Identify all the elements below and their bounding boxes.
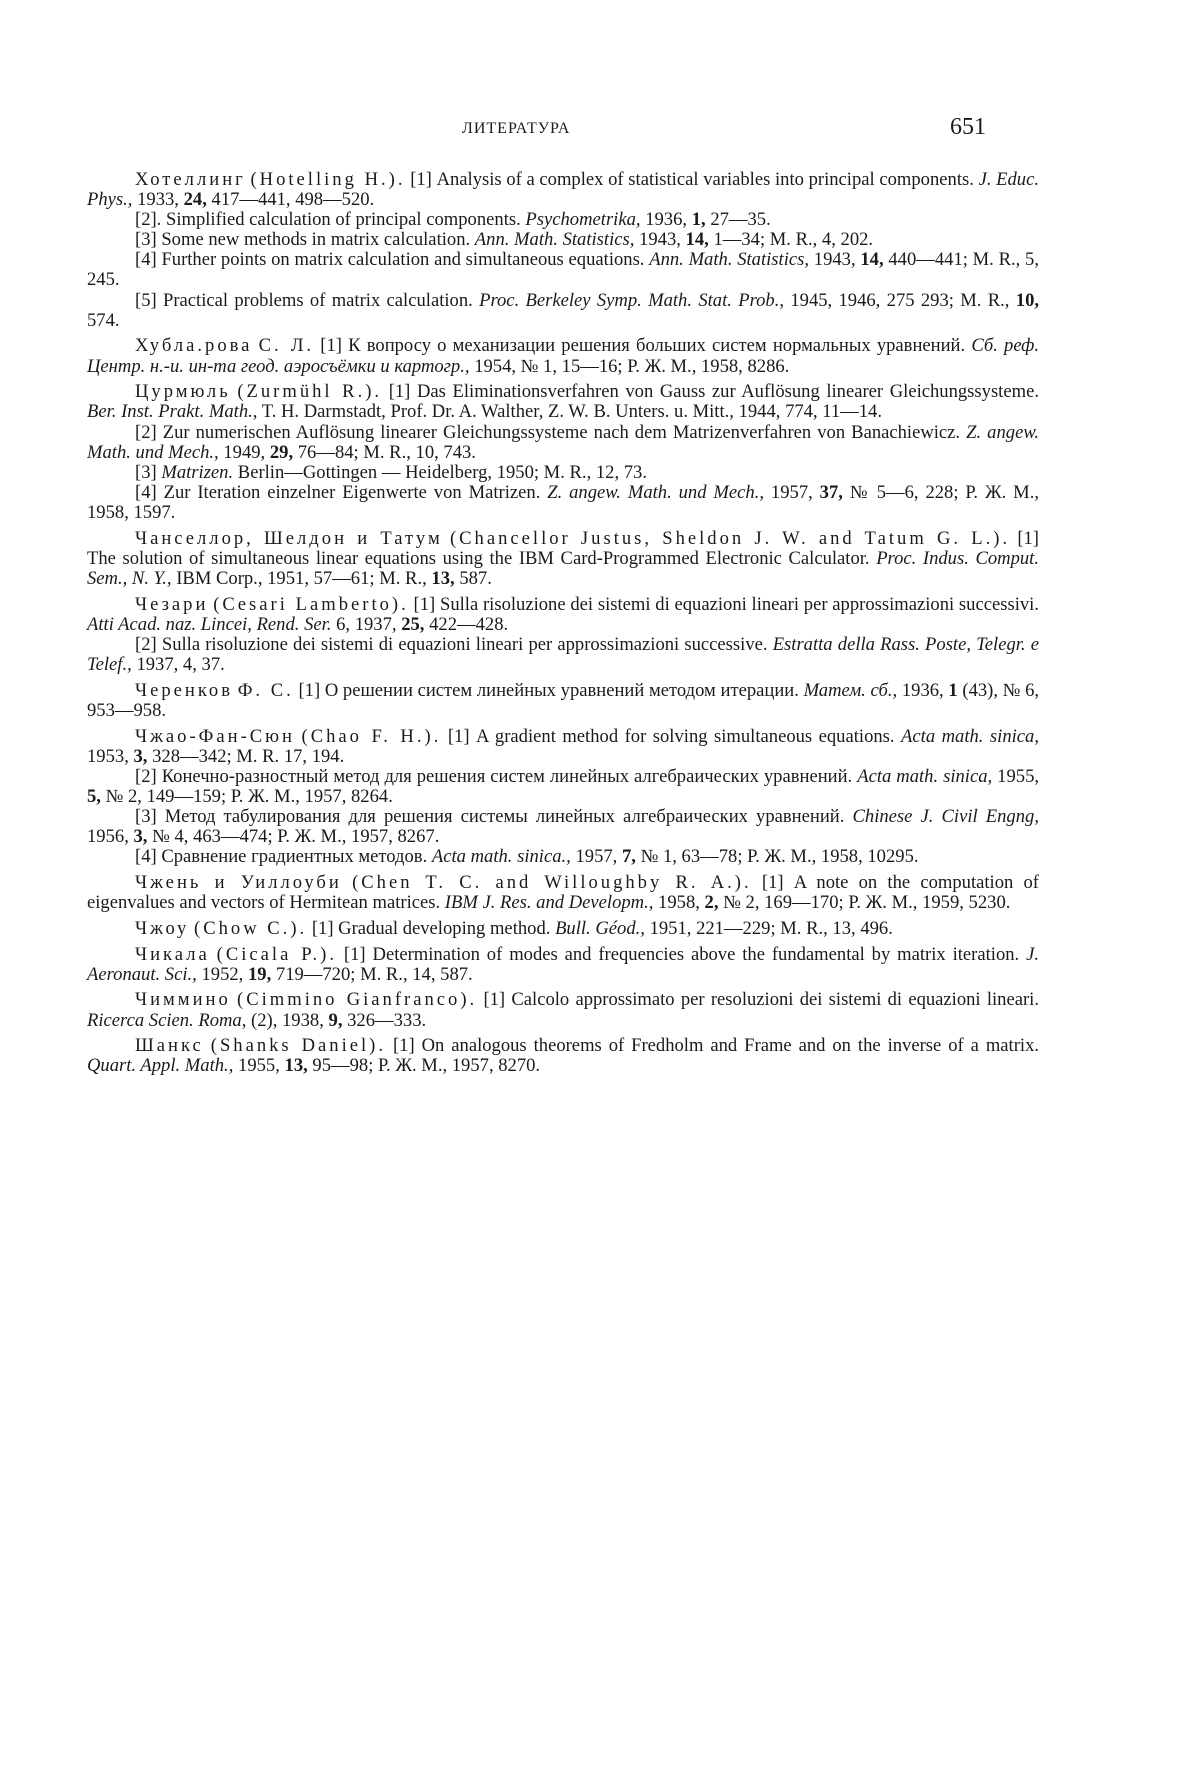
bibliography-entry	[87, 919, 1039, 939]
reference-number: [4]	[135, 846, 157, 868]
author-name: Чжоу	[135, 917, 190, 939]
reference-title: Determination of modes and frequencies above the fundamental by matrix iteration.	[372, 943, 1020, 965]
author-latin: (Cimmino Gianfranco).	[237, 989, 478, 1011]
publication-year: 6, 1937,	[336, 613, 397, 635]
pages-and-review: № 5—6, 228; Р. Ж. М., 1958, 1597.	[87, 481, 1039, 523]
reference-item	[87, 919, 1039, 939]
publication-year: 1936,	[901, 679, 944, 701]
reference-number: [2]	[135, 765, 157, 787]
volume-number: 29,	[269, 441, 294, 463]
reference-item	[87, 945, 1039, 985]
bibliography-entry	[87, 529, 1039, 589]
journal-name: Ricerca Scien. Roma,	[87, 1009, 247, 1031]
pages-and-review: 422—428.	[429, 613, 509, 635]
publication-year: 1956,	[87, 826, 129, 848]
pages-and-review: 95—98; Р. Ж. М., 1957, 8270.	[312, 1055, 541, 1077]
reference-title: Some new methods in matrix calculation.	[161, 229, 471, 251]
bibliography-entry	[87, 170, 1039, 331]
publication-year: (2), 1938,	[251, 1009, 324, 1031]
author-latin: (Cicala P.).	[216, 943, 338, 965]
publication-year: 1957,	[770, 481, 813, 503]
journal-name: Ber. Inst. Prakt. Math.,	[87, 401, 258, 423]
page-number: 651	[950, 114, 986, 140]
author-latin: (Chow C.).	[194, 917, 308, 939]
reference-item	[87, 847, 1039, 867]
publication-year: IBM Corp., 1951, 57—61; M. R.,	[176, 567, 427, 589]
reference-number: [1]	[392, 1035, 415, 1057]
reference-number: [1]	[761, 871, 784, 893]
journal-name: Z. angew. Math. und Mech.,	[547, 481, 765, 503]
publication-year: 1955,	[238, 1055, 280, 1077]
reference-item	[87, 595, 1039, 635]
publication-year: 1957,	[575, 846, 618, 868]
reference-item	[87, 291, 1039, 331]
journal-name: J. Educ. Phys.,	[87, 169, 1039, 211]
reference-number: [1]	[413, 593, 436, 615]
volume-number: 10,	[1015, 289, 1040, 311]
author-latin: (Cesari Lamberto).	[213, 593, 409, 615]
reference-number: [3]	[135, 805, 157, 827]
volume-number: 13,	[431, 567, 455, 589]
journal-name: Acta math. sinica.,	[431, 846, 571, 868]
journal-name: IBM J. Res. and Developm.,	[444, 892, 654, 913]
bibliography-entry	[87, 595, 1039, 675]
reference-title: Sulla risoluzione dei sistemi di equazioni lineari per approssimazioni successive.	[161, 633, 768, 655]
reference-title: К вопросу о механизации решения больших систем нормальных уравнений.	[348, 335, 966, 357]
journal-name: Матем. сб.,	[803, 679, 898, 701]
reference-title: On analogous theorems of Fredholm and Frame and on the inverse of a matrix.	[421, 1035, 1040, 1057]
publication-year: 1943,	[639, 229, 681, 251]
journal-name: Acta math. sinica,	[901, 725, 1039, 747]
pages-and-review: 574.	[87, 309, 120, 331]
reference-number: [1]	[320, 335, 342, 357]
author-name: Чжао-Фан-Сюн	[135, 725, 296, 747]
reference-item	[87, 210, 1039, 230]
reference-title: О решении систем линейных уравнений методом итерации.	[324, 679, 799, 701]
reference-title: Метод табулирования для решения системы линейных алгебраических уравнений.	[164, 805, 845, 827]
reference-number: [4]	[135, 481, 157, 503]
journal-name: Acta math. sinica,	[857, 765, 993, 787]
reference-number: [1]	[298, 679, 321, 701]
bibliography-entry	[87, 945, 1039, 985]
bibliography-entry	[87, 873, 1039, 913]
author-latin: (Chao F. H.).	[301, 725, 442, 747]
running-head	[0, 114, 1200, 148]
reference-item	[87, 382, 1039, 422]
reference-item	[87, 170, 1039, 210]
reference-number: [1]	[388, 381, 411, 403]
pages-and-review: 719—720; M. R., 14, 587.	[275, 963, 473, 985]
volume-number: 13,	[284, 1055, 308, 1077]
journal-name: Chinese J. Civil Engng,	[852, 805, 1039, 827]
journal-name: Bull. Géod.,	[555, 917, 645, 939]
publication-year: 1958,	[658, 892, 700, 913]
author-name: Хотеллинг	[135, 169, 246, 190]
journal-name: J. Aeronaut. Sci.,	[87, 943, 1040, 985]
volume-number: 3,	[133, 745, 148, 767]
pages-and-review: 76—84; M. R., 10, 743.	[297, 441, 476, 463]
journal-name: Proc. Berkeley Symp. Math. Stat. Prob.,	[479, 289, 785, 311]
publication-year: 1943,	[813, 249, 856, 271]
reference-item	[87, 681, 1039, 721]
journal-name: Matrizen.	[161, 461, 234, 483]
author-name: Чжень и Уиллоуби	[135, 871, 342, 893]
reference-item	[87, 635, 1039, 675]
journal-name: Estratta della Rass. Poste, Telegr. e Telef.,	[87, 633, 1039, 675]
reference-title: Analysis of a complex of statistical variables into principal components.	[436, 169, 974, 190]
volume-number: 19,	[247, 963, 272, 985]
pages-and-review: 587.	[459, 567, 492, 589]
pages-and-review: T. H. Darmstadt, Prof. Dr. A. Walther, Z. W. B. Unters. u. Mitt., 1944, 774, 11—14.	[261, 401, 882, 423]
pages-and-review: № 4, 463—474; Р. Ж. М., 1957, 8267.	[152, 826, 440, 848]
author-name: Чиммино	[135, 989, 231, 1011]
journal-name: Atti Acad. naz. Lincei, Rend. Ser.	[87, 613, 332, 635]
publication-year: 1949,	[223, 441, 266, 463]
bibliography-entry	[87, 990, 1039, 1030]
pages-and-review: 1—34; M. R., 4, 202.	[713, 229, 874, 251]
reference-item	[87, 336, 1039, 376]
journal-name: Proc. Indus. Comput. Sem., N. Y.,	[87, 547, 1040, 589]
reference-item	[87, 250, 1039, 290]
bibliography-entry	[87, 727, 1039, 868]
reference-item	[87, 873, 1039, 913]
reference-number: [2].	[135, 209, 162, 231]
pages-and-review: (43), № 6, 953—958.	[87, 679, 1040, 721]
pages-and-review: Berlin—Gottingen — Heidelberg, 1950; M. R., 12, 73.	[237, 461, 647, 483]
reference-number: [5]	[135, 289, 157, 311]
author-latin: (Shanks Daniel).	[210, 1035, 387, 1057]
volume-number: 7,	[621, 846, 636, 868]
author-latin: Ф. С.	[237, 679, 294, 701]
publication-year: 1936,	[645, 209, 688, 231]
reference-item	[87, 1036, 1039, 1076]
reference-number: [2]	[135, 633, 157, 655]
pages-and-review: 326—333.	[347, 1009, 427, 1031]
reference-title: Further points on matrix calculation and simultaneous equations.	[161, 249, 645, 271]
bibliography-entry	[87, 382, 1039, 523]
volume-number: 24,	[183, 189, 207, 211]
pages-and-review: 417—441, 498—520.	[211, 189, 375, 211]
reference-title: Конечно-разностный метод для решения систем линейных алгебраических уравнений.	[161, 765, 853, 787]
reference-item	[87, 529, 1039, 589]
volume-number: 14,	[860, 249, 884, 271]
reference-number: [3]	[135, 461, 157, 483]
author-name: Хублa.рова	[135, 335, 253, 357]
volume-number: 2,	[704, 892, 719, 913]
bibliography-entry	[87, 336, 1039, 376]
author-name: Черенков	[135, 679, 234, 701]
author-name: Шанкс	[135, 1035, 204, 1057]
reference-number: [3]	[135, 229, 157, 251]
reference-title: Calcolo approssimato per resoluzioni dei sistemi di equazioni lineari.	[511, 989, 1039, 1011]
volume-number: 3,	[133, 826, 148, 848]
bibliography-list	[87, 170, 1039, 1082]
publication-year: 1952,	[201, 963, 244, 985]
volume-number: 14,	[685, 229, 709, 251]
reference-item	[87, 423, 1039, 463]
volume-number: 37,	[819, 481, 843, 503]
journal-name: Сб. реф. Центр. н.-и. ин-та геод. аэросъёмки и картогр.,	[87, 335, 1039, 377]
author-latin: (Zurmühl R.).	[237, 381, 383, 403]
reference-number: [1]	[1017, 527, 1039, 549]
reference-title: Zur numerischen Auflösung linearer Gleichungssysteme nach dem Matrizenverfahren von Banachiewicz.	[162, 421, 961, 443]
reference-number: [1]	[343, 943, 366, 965]
reference-number: [1]	[311, 917, 334, 939]
reference-item	[87, 807, 1039, 847]
author-name: Чанселлор, Шелдон и Татум	[135, 527, 443, 549]
volume-number: 1,	[691, 209, 706, 231]
author-name: Цурмюль	[135, 381, 231, 403]
bibliography-entry	[87, 1036, 1039, 1076]
pages-and-review: 27—35.	[710, 209, 771, 231]
pages-and-review: № 2, 169—170; Р. Ж. М., 1959, 5230.	[723, 892, 1011, 913]
bibliography-entry	[87, 681, 1039, 721]
reference-title: Sulla risoluzione dei sistemi di equazioni lineari per approssimazioni successivi.	[439, 593, 1039, 615]
reference-title: A gradient method for solving simultaneous equations.	[476, 725, 895, 747]
reference-title: Practical problems of matrix calculation.	[163, 289, 473, 311]
reference-title: The solution of simultaneous linear equations using the IBM Card-Programmed Electronic Calculator.	[87, 547, 870, 569]
journal-name: Ann. Math. Statistics,	[649, 249, 810, 271]
pages-and-review: 440—441; M. R., 5, 245.	[87, 249, 1039, 291]
pages-and-review: 328—342; M. R. 17, 194.	[152, 745, 345, 767]
journal-name: Quart. Appl. Math.,	[87, 1055, 234, 1077]
journal-name: Psychometrika,	[525, 209, 641, 231]
author-name: Чезари	[135, 593, 209, 615]
reference-number: [2]	[135, 421, 157, 443]
reference-number: [4]	[135, 249, 157, 271]
author-latin: С. Л.	[258, 335, 315, 357]
reference-title: Gradual developing method.	[338, 917, 551, 939]
reference-title: Сравнение градиентных методов.	[161, 846, 428, 868]
journal-name: Ann. Math. Statistics,	[474, 229, 635, 251]
author-latin: (Hotelling H.).	[250, 169, 406, 190]
reference-title: Das Eliminationsverfahren von Gauss zur Auflösung linearer Gleichungssysteme.	[416, 381, 1039, 403]
volume-number: 5,	[87, 785, 101, 807]
pages-and-review: 1951, 221—229; M. R., 13, 496.	[649, 917, 893, 939]
publication-year: 1933,	[137, 189, 179, 211]
author-latin: (Chancellor Justus, Sheldon J. W. and Tatum G. L.).	[449, 527, 1011, 549]
volume-number: 1	[948, 679, 958, 701]
reference-title: Simplified calculation of principal components.	[166, 209, 521, 231]
volume-number: 25,	[401, 613, 425, 635]
reference-number: [1]	[447, 725, 470, 747]
reference-item	[87, 990, 1039, 1030]
journal-name: Z. angew. Math. und Mech.,	[87, 421, 1039, 463]
reference-item	[87, 767, 1039, 807]
publication-year: 1953,	[87, 745, 129, 767]
reference-item	[87, 483, 1039, 523]
pages-and-review: № 2, 149—159; Р. Ж. М., 1957, 8264.	[105, 785, 393, 807]
reference-item	[87, 230, 1039, 250]
pages-and-review: 1937, 4, 37.	[136, 653, 225, 675]
author-latin: (Chen T. C. and Willoughby R. A.).	[352, 871, 752, 893]
reference-item	[87, 727, 1039, 767]
reference-number: [1]	[410, 169, 432, 190]
reference-title: Zur Iteration einzelner Eigenwerte von Matrizen.	[163, 481, 541, 503]
reference-title: A note on the computation of eigenvalues and vectors of Hermitean matrices.	[87, 871, 1039, 913]
running-title: ЛИТЕРАТУРА	[462, 120, 571, 137]
pages-and-review: 1954, № 1, 15—16; Р. Ж. М., 1958, 8286.	[474, 355, 790, 377]
publication-year: 1955,	[997, 765, 1040, 787]
reference-number: [1]	[483, 989, 506, 1011]
publication-year: 1945, 1946, 275 293; M. R.,	[790, 289, 1010, 311]
volume-number: 9,	[328, 1009, 343, 1031]
reference-item	[87, 463, 1039, 483]
author-name: Чикала	[135, 943, 210, 965]
pages-and-review: № 1, 63—78; Р. Ж. М., 1958, 10295.	[640, 846, 919, 868]
